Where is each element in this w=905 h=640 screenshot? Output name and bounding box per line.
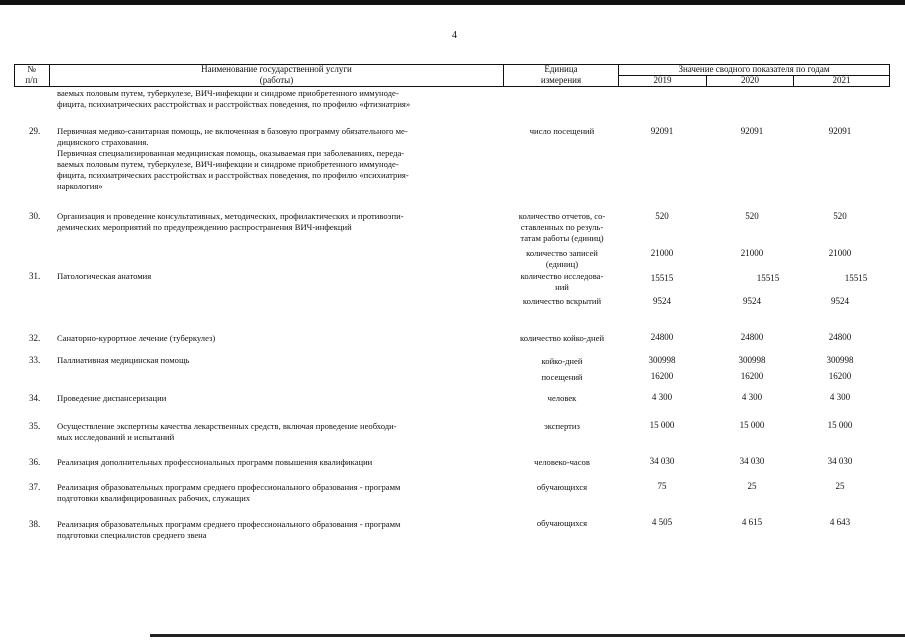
unit-label: ставленных по резуль- xyxy=(520,222,604,232)
bottom-scan-border xyxy=(150,634,905,637)
service-name: ваемых половым путем, туберкулезе, ВИЧ-инфекции и синдроме приобретенного иммуноде- xyxy=(57,159,399,169)
value-2019: 15515 xyxy=(650,273,674,283)
value-2020: 21000 xyxy=(740,248,764,258)
row-number: 35. xyxy=(29,421,41,431)
service-name: Первичная специализированная медицинская помощь, оказываемая при заболеваниях, переда- xyxy=(57,148,405,158)
service-name: демических мероприятий по предупреждению распространения ВИЧ-инфекций xyxy=(57,222,352,232)
value-2021: 92091 xyxy=(828,126,852,136)
value-2019: 24800 xyxy=(650,332,674,342)
row-number: 34. xyxy=(29,393,41,403)
value-2020: 4 615 xyxy=(741,517,763,527)
value-2021: 15 000 xyxy=(827,420,853,430)
service-name: наркология» xyxy=(57,181,103,191)
service-name: Реализация дополнительных профессиональных программ повышения квалификации xyxy=(57,457,373,467)
service-name: подготовки специалистов среднего звена xyxy=(57,530,207,540)
value-2019: 21000 xyxy=(650,248,674,258)
service-name: Реализация образовательных программ среднего профессионального образования - программ xyxy=(57,519,401,529)
value-2021: 4 300 xyxy=(829,392,851,402)
service-name: Санаторно-курортное лечение (туберкулез) xyxy=(57,333,216,343)
value-2020: 25 xyxy=(747,481,757,491)
unit-label: ний xyxy=(555,282,569,292)
unit-label: количество отчетов, со- xyxy=(518,211,606,221)
continuation-line: фицита, психиатрических расстройствах и расстройствах поведения, по профилю «фтизиатрия» xyxy=(57,99,411,109)
unit-label: количество записей xyxy=(526,248,598,258)
top-scan-border xyxy=(0,0,905,5)
unit-label: количество вскрытий xyxy=(522,296,602,306)
value-2020: 15515 xyxy=(756,273,780,283)
unit-label: экспертиз xyxy=(544,421,580,431)
unit-label: (единиц) xyxy=(545,259,579,269)
col-no-label: № xyxy=(27,64,36,74)
unit-label: человек xyxy=(547,393,577,403)
service-name: Осуществление экспертизы качества лекарственных средств, включая проведение необходи- xyxy=(57,421,397,431)
unit-label: обучающихся xyxy=(536,482,588,492)
value-2020: 16200 xyxy=(740,371,764,381)
value-2021: 4 643 xyxy=(829,517,851,527)
service-name: Первичная медико-санитарная помощь, не включенная в базовую программу обязательного ме- xyxy=(57,126,408,136)
unit-label: число посещений xyxy=(529,126,595,136)
col-name-label: Наименование государственной услуги xyxy=(201,64,352,74)
value-2021: 24800 xyxy=(828,332,852,342)
page-number: 4 xyxy=(452,30,457,41)
value-2021: 300998 xyxy=(826,355,854,365)
value-2021: 9524 xyxy=(831,296,849,306)
unit-label: количество койко-дней xyxy=(519,333,605,343)
row-number: 29. xyxy=(29,126,41,136)
service-name: фицита, психиатрических расстройствах и расстройствах поведения, по профилю «психиатрия- xyxy=(57,170,409,180)
unit-label: посещений xyxy=(541,372,583,382)
col-no-sub: п/п xyxy=(25,75,38,85)
unit-label: количество исследова- xyxy=(520,271,604,281)
value-2019: 16200 xyxy=(650,371,674,381)
value-2020: 300998 xyxy=(738,355,766,365)
value-2020: 24800 xyxy=(740,332,764,342)
unit-label: койко-дней xyxy=(541,356,583,366)
value-2021: 16200 xyxy=(828,371,852,381)
continuation-line: ваемых половым путем, туберкулезе, ВИЧ-инфекции и синдроме приобретенного иммуноде- xyxy=(57,88,399,98)
col-unit-sub: измерения xyxy=(540,75,582,85)
unit-label: человеко-часов xyxy=(534,457,590,467)
service-name: Патологическая анатомия xyxy=(57,271,152,281)
year-2019: 2019 xyxy=(653,75,672,85)
row-number: 30. xyxy=(29,211,41,221)
header-bottom-rule xyxy=(14,86,890,87)
value-2019: 4 300 xyxy=(651,392,673,402)
unit-label: татам работы (единиц) xyxy=(520,233,604,243)
service-name: Реализация образовательных программ среднего профессионального образования - программ xyxy=(57,482,401,492)
value-2019: 520 xyxy=(655,211,669,221)
col-unit-label: Единица xyxy=(544,64,578,74)
value-2021: 520 xyxy=(833,211,847,221)
value-2019: 9524 xyxy=(653,296,671,306)
value-2019: 34 030 xyxy=(649,456,675,466)
value-2020: 9524 xyxy=(743,296,761,306)
col-value-label: Значение сводного показателя по годам xyxy=(678,64,830,74)
value-2019: 92091 xyxy=(650,126,674,136)
service-name: мых исследований и испытаний xyxy=(57,432,175,442)
value-2021: 25 xyxy=(835,481,845,491)
row-number: 36. xyxy=(29,457,41,467)
row-number: 37. xyxy=(29,482,41,492)
year-2021: 2021 xyxy=(832,75,851,85)
value-2019: 15 000 xyxy=(649,420,675,430)
row-number: 38. xyxy=(29,519,41,529)
value-2020: 4 300 xyxy=(741,392,763,402)
value-2021: 21000 xyxy=(828,248,852,258)
service-name: Паллиативная медицинская помощь xyxy=(57,355,190,365)
service-name: Проведение диспансеризации xyxy=(57,393,167,403)
row-number: 31. xyxy=(29,271,41,281)
value-2019: 300998 xyxy=(648,355,676,365)
col-name-sub: (работы) xyxy=(259,75,294,85)
row-number: 33. xyxy=(29,355,41,365)
value-2020: 15 000 xyxy=(739,420,765,430)
service-name: подготовки квалифицированных рабочих, служащих xyxy=(57,493,251,503)
service-name: дицинского страхования. xyxy=(57,137,149,147)
value-2020: 520 xyxy=(745,211,759,221)
unit-label: обучающихся xyxy=(536,518,588,528)
value-2021: 15515 xyxy=(844,273,868,283)
year-2020: 2020 xyxy=(741,75,759,85)
value-2019: 75 xyxy=(657,481,667,491)
value-2020: 34 030 xyxy=(739,456,765,466)
value-2019: 4 505 xyxy=(651,517,673,527)
row-number: 32. xyxy=(29,333,41,343)
value-2021: 34 030 xyxy=(827,456,853,466)
service-name: Организация и проведение консультативных, методических, профилактических и противоэпи- xyxy=(57,211,404,221)
value-2020: 92091 xyxy=(740,126,764,136)
